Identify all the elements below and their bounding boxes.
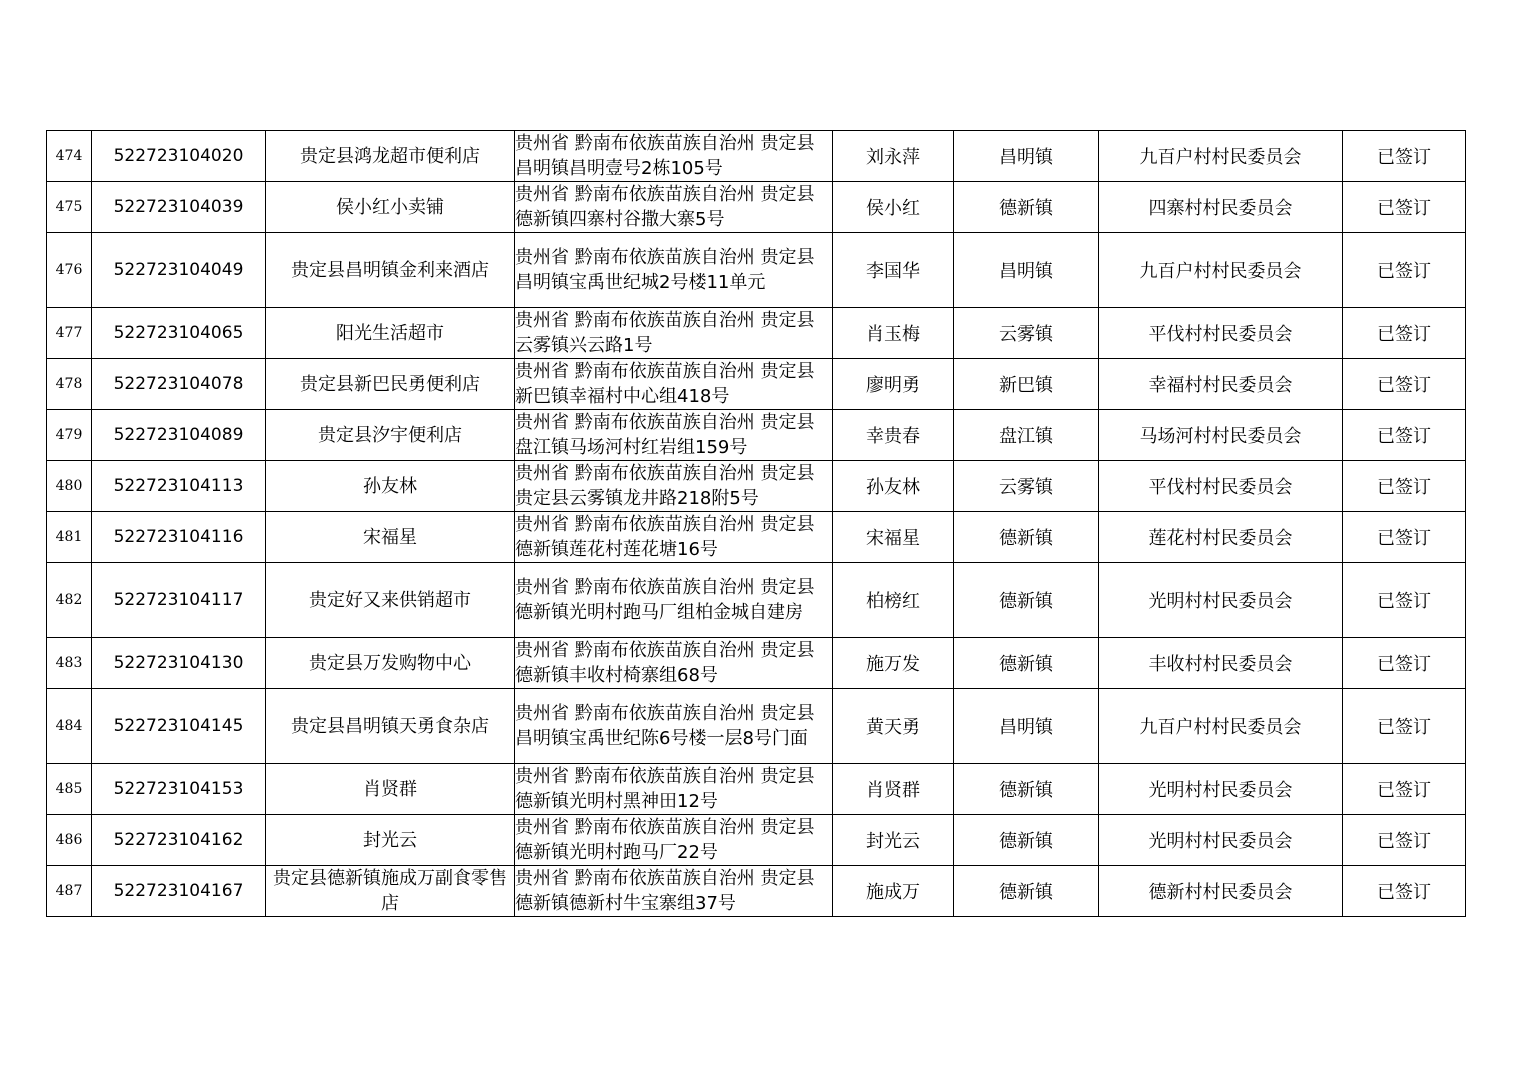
town-name: 昌明镇 [954, 689, 1099, 764]
store-name: 贵定县新巴民勇便利店 [266, 359, 515, 410]
table-row [47, 410, 1466, 461]
owner-name: 宋福星 [833, 512, 954, 563]
row-index: 480 [47, 461, 92, 512]
store-name: 贵定县昌明镇金利来酒店 [266, 233, 515, 308]
table-row [47, 233, 1466, 308]
owner-name: 施万发 [833, 638, 954, 689]
sign-status: 已签订 [1343, 131, 1466, 182]
store-code: 522723104020 [92, 131, 266, 182]
table-row [47, 638, 1466, 689]
store-code: 522723104153 [92, 764, 266, 815]
village-committee: 丰收村村民委员会 [1099, 638, 1343, 689]
sign-status: 已签订 [1343, 182, 1466, 233]
owner-name: 廖明勇 [833, 359, 954, 410]
owner-name: 柏榜红 [833, 563, 954, 638]
owner-name: 侯小红 [833, 182, 954, 233]
village-committee: 九百户村村民委员会 [1099, 689, 1343, 764]
store-address: 贵州省 黔南布依族苗族自治州 贵定县德新镇光明村跑马厂22号 [515, 815, 833, 866]
table-row [47, 359, 1466, 410]
village-committee: 马场河村村民委员会 [1099, 410, 1343, 461]
store-address: 贵州省 黔南布依族苗族自治州 贵定县昌明镇宝禹世纪城2号楼11单元 [515, 233, 833, 308]
town-name: 德新镇 [954, 866, 1099, 917]
village-committee: 九百户村村民委员会 [1099, 233, 1343, 308]
village-committee: 四寨村村民委员会 [1099, 182, 1343, 233]
owner-name: 肖贤群 [833, 764, 954, 815]
sign-status: 已签订 [1343, 764, 1466, 815]
store-name: 肖贤群 [266, 764, 515, 815]
store-code: 522723104089 [92, 410, 266, 461]
store-address: 贵州省 黔南布依族苗族自治州 贵定县德新镇德新村牛宝寨组37号 [515, 866, 833, 917]
owner-name: 封光云 [833, 815, 954, 866]
table-row [47, 512, 1466, 563]
store-name: 宋福星 [266, 512, 515, 563]
row-index: 475 [47, 182, 92, 233]
town-name: 德新镇 [954, 512, 1099, 563]
store-address: 贵州省 黔南布依族苗族自治州 贵定县德新镇四寨村谷撒大寨5号 [515, 182, 833, 233]
store-name: 封光云 [266, 815, 515, 866]
store-code: 522723104113 [92, 461, 266, 512]
village-committee: 光明村村民委员会 [1099, 764, 1343, 815]
store-code: 522723104049 [92, 233, 266, 308]
table-body [47, 131, 1466, 917]
sign-status: 已签订 [1343, 512, 1466, 563]
store-name: 阳光生活超市 [266, 308, 515, 359]
town-name: 云雾镇 [954, 461, 1099, 512]
owner-name: 刘永萍 [833, 131, 954, 182]
sign-status: 已签订 [1343, 359, 1466, 410]
village-committee: 光明村村民委员会 [1099, 815, 1343, 866]
row-index: 474 [47, 131, 92, 182]
store-code: 522723104117 [92, 563, 266, 638]
town-name: 盘江镇 [954, 410, 1099, 461]
sign-status: 已签订 [1343, 308, 1466, 359]
owner-name: 幸贵春 [833, 410, 954, 461]
store-address: 贵州省 黔南布依族苗族自治州 贵定县德新镇丰收村椅寨组68号 [515, 638, 833, 689]
store-name: 贵定县万发购物中心 [266, 638, 515, 689]
town-name: 新巴镇 [954, 359, 1099, 410]
row-index: 482 [47, 563, 92, 638]
store-address: 贵州省 黔南布依族苗族自治州 贵定县德新镇光明村跑马厂组柏金城自建房 [515, 563, 833, 638]
sign-status: 已签订 [1343, 689, 1466, 764]
row-index: 485 [47, 764, 92, 815]
sign-status: 已签订 [1343, 866, 1466, 917]
store-address: 贵州省 黔南布依族苗族自治州 贵定县德新镇光明村黑神田12号 [515, 764, 833, 815]
sign-status: 已签订 [1343, 233, 1466, 308]
town-name: 昌明镇 [954, 131, 1099, 182]
store-address: 贵州省 黔南布依族苗族自治州 贵定县盘江镇马场河村红岩组159号 [515, 410, 833, 461]
store-name: 侯小红小卖铺 [266, 182, 515, 233]
owner-name: 施成万 [833, 866, 954, 917]
store-name: 贵定县昌明镇天勇食杂店 [266, 689, 515, 764]
table-row [47, 563, 1466, 638]
table-row [47, 131, 1466, 182]
store-code: 522723104162 [92, 815, 266, 866]
store-name: 贵定县汐宇便利店 [266, 410, 515, 461]
store-address: 贵州省 黔南布依族苗族自治州 贵定县云雾镇兴云路1号 [515, 308, 833, 359]
store-address: 贵州省 黔南布依族苗族自治州 贵定县德新镇莲花村莲花塘16号 [515, 512, 833, 563]
table-row [47, 461, 1466, 512]
row-index: 481 [47, 512, 92, 563]
row-index: 483 [47, 638, 92, 689]
village-committee: 莲花村村民委员会 [1099, 512, 1343, 563]
row-index: 486 [47, 815, 92, 866]
store-name: 孙友林 [266, 461, 515, 512]
town-name: 德新镇 [954, 182, 1099, 233]
village-committee: 平伐村村民委员会 [1099, 308, 1343, 359]
table-row [47, 866, 1466, 917]
row-index: 478 [47, 359, 92, 410]
row-index: 477 [47, 308, 92, 359]
village-committee: 光明村村民委员会 [1099, 563, 1343, 638]
store-address: 贵州省 黔南布依族苗族自治州 贵定县贵定县云雾镇龙井路218附5号 [515, 461, 833, 512]
store-name: 贵定好又来供销超市 [266, 563, 515, 638]
table-row [47, 689, 1466, 764]
town-name: 云雾镇 [954, 308, 1099, 359]
owner-name: 李国华 [833, 233, 954, 308]
sign-status: 已签订 [1343, 410, 1466, 461]
store-code: 522723104130 [92, 638, 266, 689]
town-name: 德新镇 [954, 815, 1099, 866]
store-table [46, 130, 1466, 917]
row-index: 484 [47, 689, 92, 764]
store-code: 522723104039 [92, 182, 266, 233]
store-code: 522723104167 [92, 866, 266, 917]
row-index: 476 [47, 233, 92, 308]
sign-status: 已签订 [1343, 815, 1466, 866]
table-row [47, 182, 1466, 233]
store-address: 贵州省 黔南布依族苗族自治州 贵定县昌明镇昌明壹号2栋105号 [515, 131, 833, 182]
store-code: 522723104078 [92, 359, 266, 410]
store-code: 522723104116 [92, 512, 266, 563]
store-name: 贵定县鸿龙超市便利店 [266, 131, 515, 182]
row-index: 487 [47, 866, 92, 917]
sign-status: 已签订 [1343, 638, 1466, 689]
store-address: 贵州省 黔南布依族苗族自治州 贵定县新巴镇幸福村中心组418号 [515, 359, 833, 410]
town-name: 德新镇 [954, 563, 1099, 638]
table-row [47, 764, 1466, 815]
sign-status: 已签订 [1343, 563, 1466, 638]
sign-status: 已签订 [1343, 461, 1466, 512]
village-committee: 德新村村民委员会 [1099, 866, 1343, 917]
town-name: 昌明镇 [954, 233, 1099, 308]
town-name: 德新镇 [954, 638, 1099, 689]
town-name: 德新镇 [954, 764, 1099, 815]
table-row [47, 308, 1466, 359]
store-name: 贵定县德新镇施成万副食零售店 [266, 866, 515, 917]
village-committee: 平伐村村民委员会 [1099, 461, 1343, 512]
village-committee: 幸福村村民委员会 [1099, 359, 1343, 410]
village-committee: 九百户村村民委员会 [1099, 131, 1343, 182]
owner-name: 黄天勇 [833, 689, 954, 764]
row-index: 479 [47, 410, 92, 461]
table-row [47, 815, 1466, 866]
store-address: 贵州省 黔南布依族苗族自治州 贵定县昌明镇宝禹世纪陈6号楼一层8号门面 [515, 689, 833, 764]
owner-name: 孙友林 [833, 461, 954, 512]
store-code: 522723104145 [92, 689, 266, 764]
owner-name: 肖玉梅 [833, 308, 954, 359]
store-code: 522723104065 [92, 308, 266, 359]
